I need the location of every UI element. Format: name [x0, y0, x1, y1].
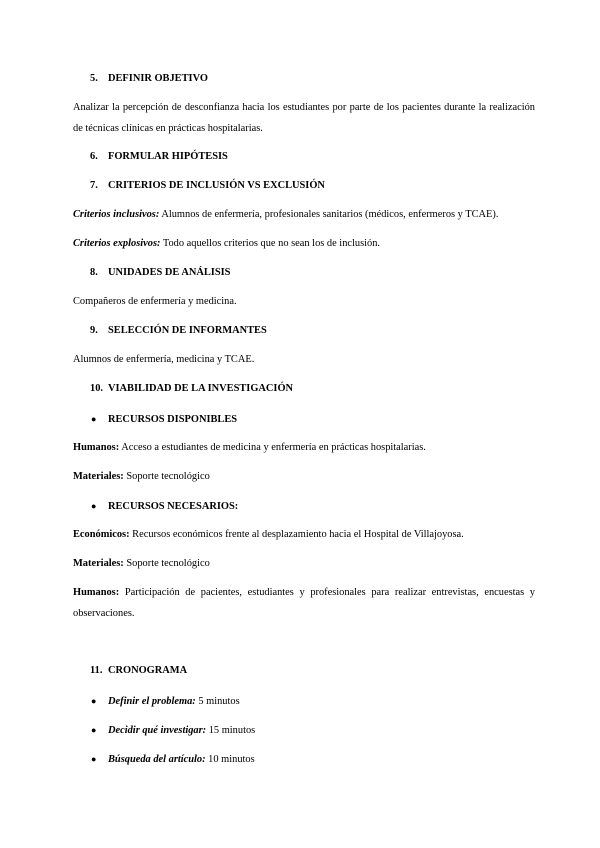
criterios-exclusivos: Criterios explosivos: Todo aquellos criterios que no sean los de inclusión. [73, 238, 381, 249]
crono-item-busqueda: ● Búsqueda del artículo: 10 minutos [91, 754, 255, 765]
disponibles-humanos: Humanos: Acceso a estudiantes de medicina y enfermería en prácticas hospitalarias. [73, 442, 426, 453]
informantes-text: Alumnos de enfermería, medicina y TCAE. [73, 354, 255, 365]
heading-criterios: 7. CRITERIOS DE INCLUSIÓN VS EXCLUSIÓN [90, 180, 325, 191]
recursos-disponibles: ● RECURSOS DISPONIBLES [91, 414, 238, 425]
bullet-icon: ● [91, 725, 97, 735]
heading-viabilidad: 10. VIABILIDAD DE LA INVESTIGACIÓN [90, 383, 294, 394]
heading-unidades-analisis: 8. UNIDADES DE ANÁLISIS [90, 267, 231, 278]
recursos-necesarios: ● RECURSOS NECESARIOS: [91, 501, 239, 512]
crono-item-definir: ● Definir el problema: 5 minutos [91, 696, 240, 707]
objective-paragraph: Analizar la percepción de desconfianza hacia los estudiantes por parte de los pacientes durante la realización de técnicas clínicas en prácticas hospitalarias. [73, 102, 535, 134]
necesarios-materiales: Materiales: Soporte tecnológico [73, 558, 210, 569]
necesarios-economicos: Económicos: Recursos económicos frente al desplazamiento hacia el Hospital de Villajoyosa. [73, 529, 464, 540]
bullet-icon: ● [91, 414, 97, 424]
bullet-icon: ● [91, 501, 97, 511]
bullet-icon: ● [91, 696, 97, 706]
heading-cronograma: 11. CRONOGRAMA [90, 665, 188, 676]
necesarios-humanos: Humanos: Participación de pacientes, estudiantes y profesionales para realizar entrevistas, encuestas y observaciones. [73, 587, 535, 619]
heading-definir-objetivo: 5. DEFINIR OBJETIVO [90, 73, 208, 84]
crono-item-decidir: ● Decidir qué investigar: 15 minutos [91, 725, 256, 736]
heading-seleccion-informantes: 9. SELECCIÓN DE INFORMANTES [90, 325, 267, 336]
heading-formular-hipotesis: 6. FORMULAR HIPÓTESIS [90, 151, 228, 162]
criterios-inclusivos: Criterios inclusivos: Alumnos de enfermería, profesionales sanitarios (médicos, enfermeros y TCAE). [73, 209, 499, 220]
bullet-icon: ● [91, 754, 97, 764]
unidades-text: Compañeros de enfermería y medicina. [73, 296, 237, 307]
disponibles-materiales: Materiales: Soporte tecnológico [73, 471, 210, 482]
